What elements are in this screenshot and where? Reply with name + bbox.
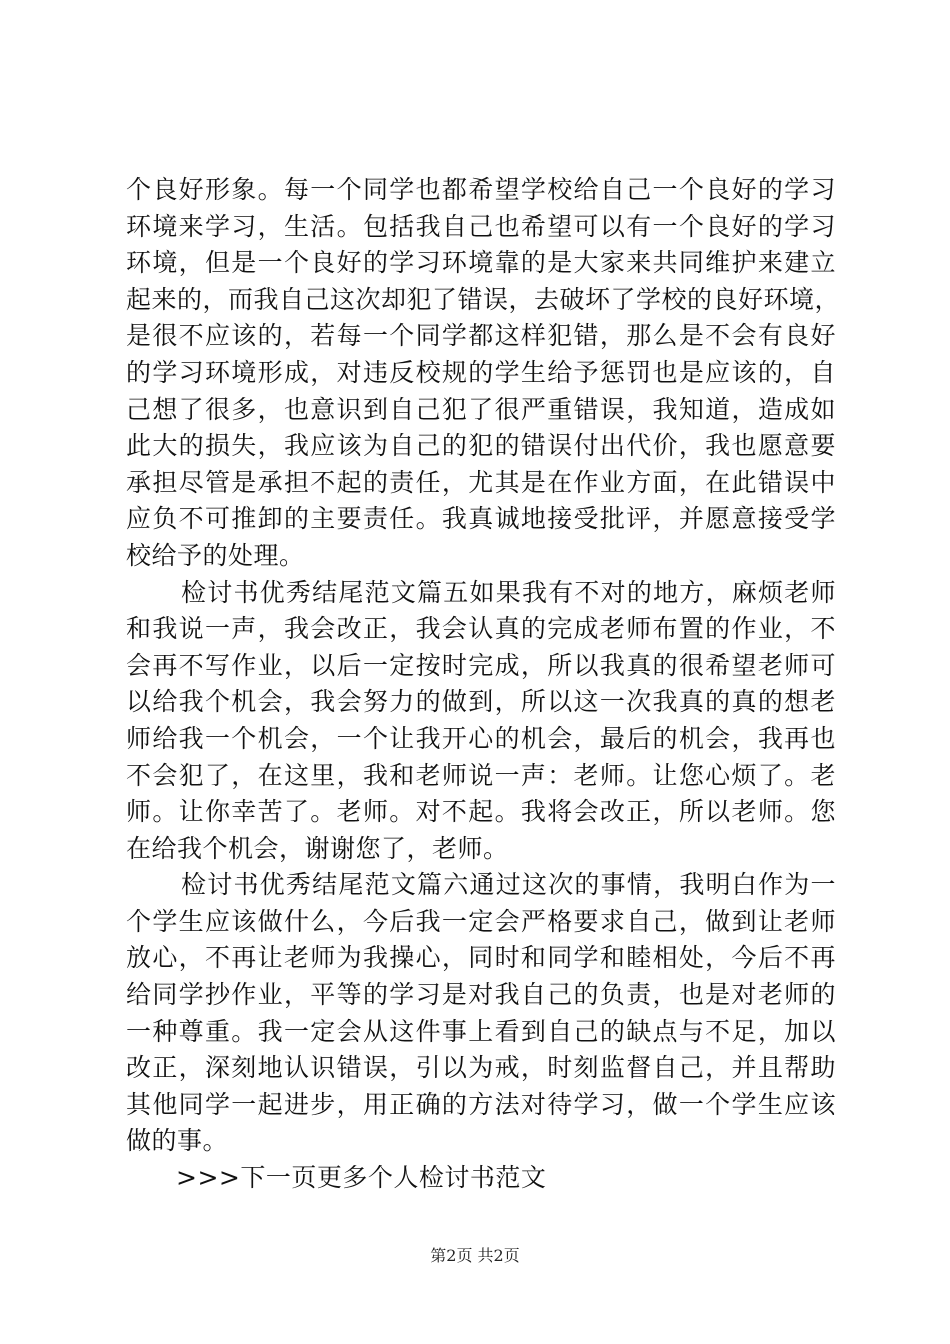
paragraph-2-line: 和我说一声，我会改正，我会认真的完成老师布置的作业，不 (126, 614, 836, 644)
paragraph-2-line: 不会犯了，在这里，我和老师说一声：老师。让您心烦了。老 (126, 760, 836, 790)
next-page-link[interactable]: >>>下一页更多个人检讨书范文 (176, 1163, 547, 1193)
paragraph-3-line: 其他同学一起进步，用正确的方法对待学习，做一个学生应该 (126, 1089, 836, 1119)
paragraph-1-line: 承担尽管是承担不起的责任，尤其是在作业方面，在此错误中 (126, 467, 836, 497)
paragraph-1-line: 是很不应该的，若每一个同学都这样犯错，那么是不会有良好 (126, 321, 836, 351)
paragraph-3-line: 一种尊重。我一定会从这件事上看到自己的缺点与不足，加以 (126, 1016, 836, 1046)
paragraph-1-line: 的学习环境形成，对违反校规的学生给予惩罚也是应该的，自 (126, 357, 836, 387)
paragraph-1-line: 环境，但是一个良好的学习环境靠的是大家来共同维护来建立 (126, 248, 836, 278)
paragraph-2-line: 会再不写作业，以后一定按时完成，所以我真的很希望老师可 (126, 650, 836, 680)
paragraph-3-line: 做的事。 (126, 1126, 229, 1156)
paragraph-1-line: 此大的损失，我应该为自己的犯的错误付出代价，我也愿意要 (126, 431, 836, 461)
paragraph-1-line: 起来的，而我自己这次却犯了错误，去破坏了学校的良好环境， (126, 284, 841, 314)
paragraph-3-line: 给同学抄作业，平等的学习是对我自己的负责，也是对老师的 (126, 980, 836, 1010)
paragraph-1-line: 己想了很多，也意识到自己犯了很严重错误，我知道，造成如 (126, 394, 836, 424)
paragraph-1-line: 环境来学习，生活。包括我自己也希望可以有一个良好的学习 (126, 211, 836, 241)
paragraph-2-line: 师。让你幸苦了。老师。对不起。我将会改正，所以老师。您 (126, 797, 836, 827)
paragraph-2-line: 在给我个机会，谢谢您了，老师。 (126, 833, 509, 863)
paragraph-1-line: 个良好形象。每一个同学也都希望学校给自己一个良好的学习 (126, 175, 836, 204)
paragraph-1-line: 应负不可推卸的主要责任。我真诚地接受批评，并愿意接受学 (126, 504, 836, 534)
paragraph-3-line: 个学生应该做什么，今后我一定会严格要求自己，做到让老师 (126, 906, 836, 936)
paragraph-2-line: 检讨书优秀结尾范文篇五如果我有不对的地方，麻烦老师 (181, 577, 836, 607)
paragraph-2-line: 师给我一个机会，一个让我开心的机会，最后的机会，我再也 (126, 723, 836, 753)
paragraph-3-line: 检讨书优秀结尾范文篇六通过这次的事情，我明白作为一 (181, 870, 836, 900)
paragraph-2-line: 以给我个机会，我会努力的做到，所以这一次我真的真的想老 (126, 687, 836, 717)
document-body (126, 172, 841, 1197)
page-footer: 第2页 共2页 (430, 1246, 520, 1265)
paragraph-3-line: 改正，深刻地认识错误，引以为戒，时刻监督自己，并且帮助 (126, 1053, 836, 1083)
paragraph-3-line: 放心，不再让老师为我操心，同时和同学和睦相处，今后不再 (126, 943, 836, 973)
paragraph-1-line: 校给予的处理。 (126, 540, 305, 570)
